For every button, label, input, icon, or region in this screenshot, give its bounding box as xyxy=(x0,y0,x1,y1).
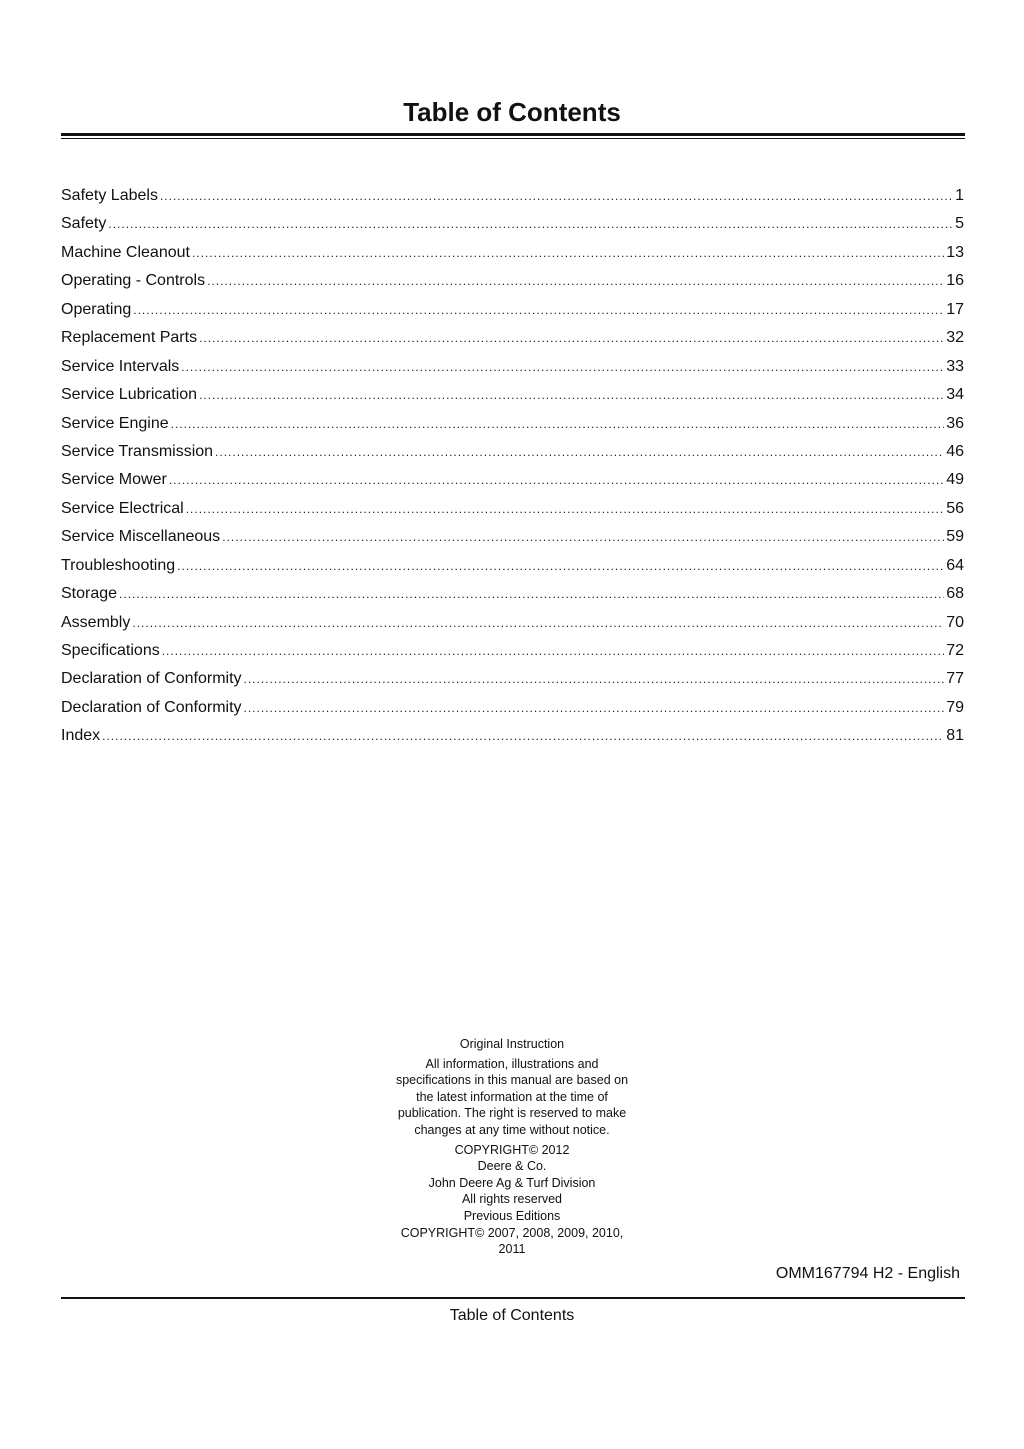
toc-entry-service-engine[interactable] xyxy=(61,410,964,438)
toc-leader-dots xyxy=(177,552,944,580)
toc-leader-dots xyxy=(186,495,945,523)
toc-entry-page: 56 xyxy=(946,499,964,517)
toc-entry-declaration-of-conformity-2[interactable] xyxy=(61,694,964,722)
toc-entry-page: 1 xyxy=(955,187,964,204)
notice-previous-copyright: COPYRIGHT© 2007, 2008, 2009, 2010, 2011 xyxy=(400,1225,624,1257)
toc-entry-label: Machine Cleanout xyxy=(61,243,190,261)
toc-entry-page: 32 xyxy=(946,329,964,347)
notice-previous-label: Previous Editions xyxy=(463,1208,561,1223)
toc-entry-label: Declaration of Conformity xyxy=(61,670,242,688)
toc-entry-label: Service Lubrication xyxy=(61,386,198,404)
footer-rule xyxy=(61,1297,965,1299)
toc-entry-service-mower[interactable] xyxy=(61,466,964,494)
toc-leader-dots xyxy=(192,239,944,267)
toc-leader-dots xyxy=(169,466,944,494)
toc-leader-dots xyxy=(133,296,944,324)
toc-leader-dots xyxy=(199,324,944,352)
toc-leader-dots xyxy=(215,438,944,466)
toc-entry-page: 46 xyxy=(946,442,964,460)
page-title: Table of Contents xyxy=(403,97,621,127)
toc-entry-service-transmission[interactable] xyxy=(61,438,964,466)
title-rule-thin xyxy=(61,138,965,139)
toc-leader-dots xyxy=(199,381,944,409)
toc-entry-label: Specifications xyxy=(61,642,160,659)
toc-entry-label: Index xyxy=(61,727,101,745)
toc-entry-safety-labels[interactable] xyxy=(61,182,964,210)
toc-entry-service-intervals[interactable] xyxy=(61,353,964,381)
notice-heading: Original Instruction xyxy=(459,1037,565,1051)
toc-entry-page: 17 xyxy=(946,300,964,318)
toc-entry-label: Storage xyxy=(61,585,118,603)
toc-entry-page: 68 xyxy=(946,585,964,603)
toc-entry-assembly[interactable] xyxy=(61,609,964,637)
toc-entry-page: 34 xyxy=(946,386,964,404)
toc-leader-dots xyxy=(162,637,944,665)
toc-entry-page: 77 xyxy=(946,670,964,688)
toc-entry-label: Assembly xyxy=(61,613,131,631)
notice-copyright: COPYRIGHT© 2012 xyxy=(454,1142,570,1157)
toc-entry-page: 36 xyxy=(946,414,964,432)
toc-entry-label: Operating xyxy=(61,300,132,318)
toc-leader-dots xyxy=(207,267,944,295)
toc-entry-specifications[interactable] xyxy=(61,637,964,665)
notice-body: All information, illustrations and specifications in this manual are based on the latest information at the time of publication. The right is reserved to make changes at any time without notice. xyxy=(395,1056,629,1137)
toc-entry-label: Service Mower xyxy=(61,471,167,489)
copyright-notice xyxy=(387,1036,637,1258)
toc-entry-index[interactable] xyxy=(61,722,964,750)
toc-entry-page: 59 xyxy=(946,528,964,546)
toc-entry-page: 13 xyxy=(946,243,964,261)
toc-entry-storage[interactable] xyxy=(61,580,964,608)
toc-entry-machine-cleanout[interactable] xyxy=(61,239,964,267)
toc-entry-service-lubrication[interactable] xyxy=(61,381,964,409)
toc-entry-label: Declaration of Conformity xyxy=(61,698,242,716)
toc-entry-page: 70 xyxy=(946,613,964,631)
toc-entry-declaration-of-conformity[interactable] xyxy=(61,665,964,693)
title-rule-thick xyxy=(61,133,965,136)
toc-leader-dots xyxy=(160,182,953,210)
toc-entry-replacement-parts[interactable] xyxy=(61,324,964,352)
toc-entry-label: Service Transmission xyxy=(61,442,214,460)
toc-entry-page: 79 xyxy=(946,698,964,716)
toc-entry-label: Service Electrical xyxy=(61,499,184,517)
toc-entry-page: 72 xyxy=(946,642,964,659)
toc-entry-label: Safety xyxy=(61,215,107,233)
toc-entry-page: 49 xyxy=(946,471,964,489)
toc-entry-label: Troubleshooting xyxy=(61,556,176,574)
toc-leader-dots xyxy=(102,722,944,750)
toc-entry-operating[interactable] xyxy=(61,296,964,324)
toc-entry-troubleshooting[interactable] xyxy=(61,552,964,580)
toc-entry-label: Replacement Parts xyxy=(61,329,198,347)
toc-entry-page: 64 xyxy=(946,556,964,574)
toc-entry-page: 5 xyxy=(955,215,964,233)
toc-leader-dots xyxy=(244,665,945,693)
toc-entry-service-miscellaneous[interactable] xyxy=(61,523,964,551)
toc-leader-dots xyxy=(119,580,944,608)
toc-leader-dots xyxy=(244,694,945,722)
toc-list xyxy=(61,182,964,751)
toc-entry-page: 33 xyxy=(946,357,964,375)
toc-entry-label: Service Miscellaneous xyxy=(61,528,221,546)
toc-entry-page: 81 xyxy=(946,727,964,745)
toc-leader-dots xyxy=(108,210,953,238)
toc-entry-label: Service Engine xyxy=(61,414,169,432)
notice-division: John Deere Ag & Turf Division xyxy=(428,1175,596,1190)
toc-entry-page: 16 xyxy=(946,272,964,290)
toc-entry-service-electrical[interactable] xyxy=(61,495,964,523)
toc-entry-label: Service Intervals xyxy=(61,357,180,375)
toc-entry-label: Safety Labels xyxy=(61,187,158,204)
document-id: OMM167794 H2 - English xyxy=(775,1265,960,1282)
notice-company: Deere & Co. xyxy=(477,1159,547,1174)
toc-leader-dots xyxy=(132,609,944,637)
toc-leader-dots xyxy=(222,523,944,551)
toc-entry-label: Operating - Controls xyxy=(61,272,206,290)
toc-entry-operating-controls[interactable] xyxy=(61,267,964,295)
page-footer: Table of Contents xyxy=(449,1307,575,1324)
toc-entry-safety[interactable] xyxy=(61,210,964,238)
toc-leader-dots xyxy=(171,410,945,438)
toc-leader-dots xyxy=(181,353,944,381)
notice-rights: All rights reserved xyxy=(461,1192,563,1207)
